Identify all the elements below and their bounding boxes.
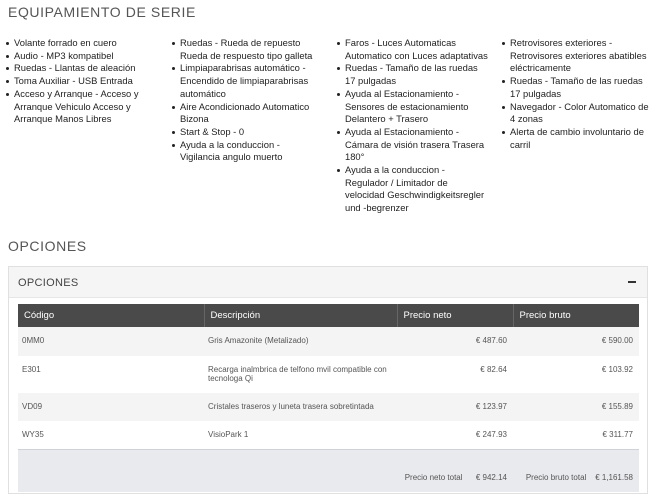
cell-gross-price: € 155.89 bbox=[513, 393, 639, 421]
list-item: Ayuda a la conduccion - Vigilancia angulo muerto bbox=[172, 139, 322, 164]
list-item: Limpiaparabrisas automático - Encendido de limpiaparabrisas automático bbox=[172, 62, 322, 100]
header-code: Código bbox=[18, 304, 204, 327]
list-item: Ruedas - Tamaño de las ruedas 17 pulgadas bbox=[337, 62, 489, 87]
list-item: Retrovisores exteriores - Retrovisores exteriores abatibles eléctricamente bbox=[502, 37, 650, 75]
list-item: Ruedas - Rueda de repuesto Rueda de respuesto tipo galleta bbox=[172, 37, 322, 62]
minus-icon[interactable] bbox=[628, 281, 636, 283]
list-item: Ruedas - Tamaño de las ruedas 17 pulgadas bbox=[502, 75, 650, 100]
table-row bbox=[18, 356, 639, 393]
options-table bbox=[18, 304, 639, 492]
standard-equipment-column-2 bbox=[172, 37, 322, 164]
options-panel-header[interactable] bbox=[9, 267, 647, 298]
cell-description: Gris Amazonite (Metalizado) bbox=[204, 327, 397, 356]
cell-net-price: € 487.60 bbox=[397, 327, 513, 356]
list-item: Audio - MP3 kompatibel bbox=[6, 50, 156, 63]
options-panel-title: OPCIONES bbox=[18, 277, 79, 289]
table-row bbox=[18, 393, 639, 421]
cell-code: E301 bbox=[18, 356, 204, 393]
header-description: Descripción bbox=[204, 304, 397, 327]
list-item: Start & Stop - 0 bbox=[172, 126, 322, 139]
list-item: Ruedas - Llantas de aleación bbox=[6, 62, 156, 75]
standard-equipment-column-3 bbox=[337, 37, 489, 215]
net-total-value: € 942.14 bbox=[475, 472, 507, 482]
standard-equipment-title: EQUIPAMIENTO DE SERIE bbox=[8, 4, 196, 20]
totals-row bbox=[18, 449, 639, 492]
list-item: Faros - Luces Automaticas Automatico con Luces adaptativas bbox=[337, 37, 489, 62]
cell-gross-price: € 103.92 bbox=[513, 356, 639, 393]
gross-total-value: € 1,161.58 bbox=[595, 472, 633, 482]
cell-gross-price: € 311.77 bbox=[513, 421, 639, 449]
table-header-row bbox=[18, 304, 639, 327]
options-section-title: OPCIONES bbox=[8, 238, 87, 254]
gross-total bbox=[513, 449, 639, 492]
list-item: Toma Auxiliar - USB Entrada bbox=[6, 75, 156, 88]
list-item: Ayuda al Estacionamiento - Sensores de estacionamiento Delantero + Trasero bbox=[337, 88, 489, 126]
standard-equipment-column-4 bbox=[502, 37, 650, 151]
header-gross-price: Precio bruto bbox=[513, 304, 639, 327]
standard-equipment-column-1 bbox=[6, 37, 156, 126]
list-item: Aire Acondicionado Automatico Bizona bbox=[172, 101, 322, 126]
table-row bbox=[18, 421, 639, 449]
cell-gross-price: € 590.00 bbox=[513, 327, 639, 356]
cell-net-price: € 247.93 bbox=[397, 421, 513, 449]
options-panel bbox=[8, 266, 648, 494]
gross-total-label: Precio bruto total bbox=[525, 472, 587, 482]
list-item: Volante forrado en cuero bbox=[6, 37, 156, 50]
net-total bbox=[397, 449, 513, 492]
cell-code: VD09 bbox=[18, 393, 204, 421]
list-item: Navegador - Color Automatico de 4 zonas bbox=[502, 101, 650, 126]
list-item: Ayuda a la conduccion - Regulador / Limitador de velocidad Geschwindigkeitsregler und -begrenzer bbox=[337, 164, 489, 215]
cell-net-price: € 123.97 bbox=[397, 393, 513, 421]
cell-code: WY35 bbox=[18, 421, 204, 449]
cell-description: Recarga inalmbrica de telfono mvil compatible con tecnologa Qi bbox=[204, 356, 397, 393]
list-item: Acceso y Arranque - Acceso y Arranque Vehiculo Acceso y Arranque Manos Libres bbox=[6, 88, 156, 126]
cell-code: 0MM0 bbox=[18, 327, 204, 356]
list-item: Alerta de cambio involuntario de carril bbox=[502, 126, 650, 151]
header-net-price: Precio neto bbox=[397, 304, 513, 327]
cell-description: Cristales traseros y luneta trasera sobretintada bbox=[204, 393, 397, 421]
cell-net-price: € 82.64 bbox=[397, 356, 513, 393]
table-row bbox=[18, 327, 639, 356]
cell-description: VisioPark 1 bbox=[204, 421, 397, 449]
net-total-label: Precio neto total bbox=[404, 472, 463, 482]
list-item: Ayuda al Estacionamiento - Cámara de visión trasera Trasera 180° bbox=[337, 126, 489, 164]
